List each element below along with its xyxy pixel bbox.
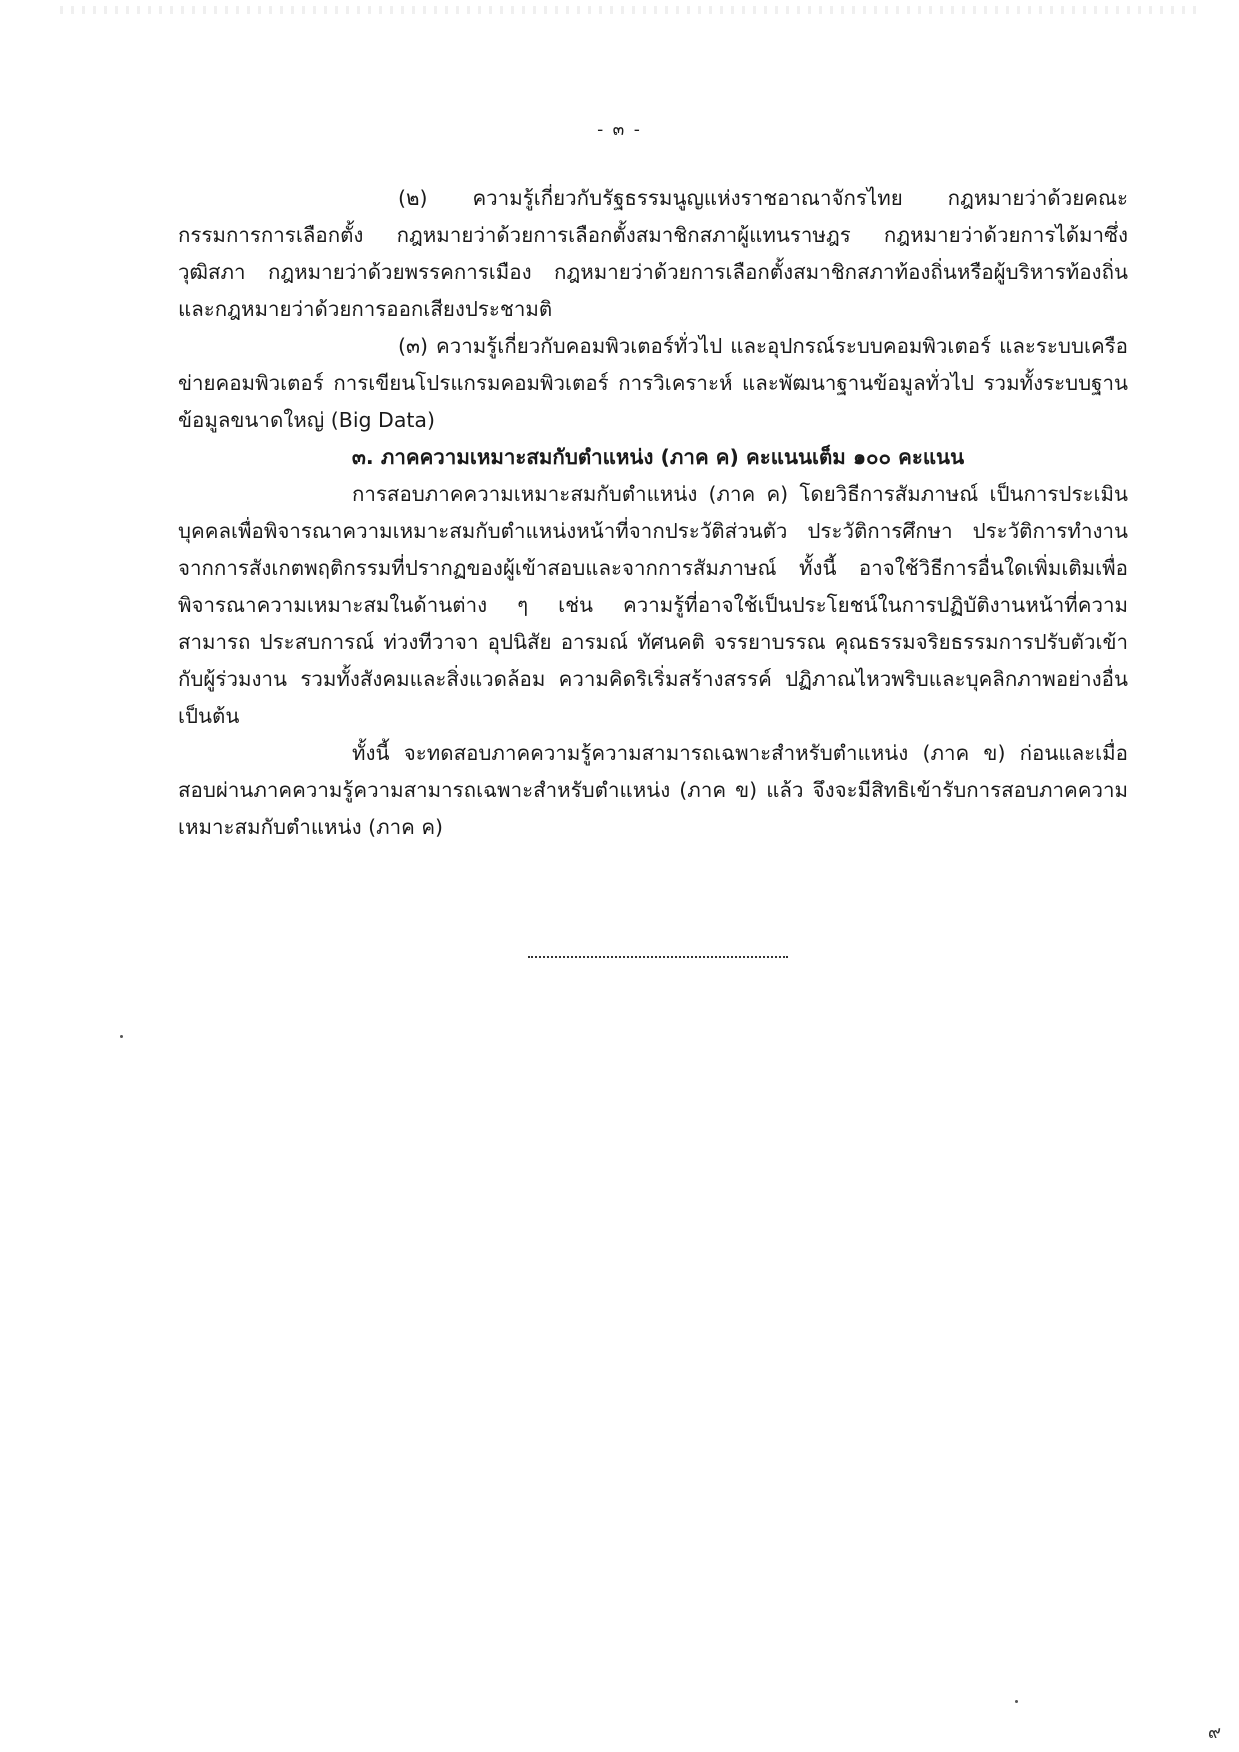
document-body xyxy=(178,180,1128,846)
corner-mark: ๙ xyxy=(1207,1722,1221,1743)
paragraph-computer-knowledge: (๓) ความรู้เกี่ยวกับคอมพิวเตอร์ทั่วไป และอุปกรณ์ระบบคอมพิวเตอร์ และระบบเครือข่ายคอมพิวเตอร์ การเขียนโปรแกรมคอมพิวเตอร์ การวิเคราะห์ และพัฒนาฐานข้อมูลทั่วไป รวมทั้งระบบฐานข้อมูลขนาดใหญ่ (Big Data) xyxy=(178,334,1128,432)
paragraph-interview-assessment: การสอบภาคความเหมาะสมกับตำแหน่ง (ภาค ค) โดยวิธีการสัมภาษณ์ เป็นการประเมินบุคคลเพื่อพิจารณาความเหมาะสมกับตำแหน่งหน้าที่จากประวัติส่วนตัว ประวัติการศึกษา ประวัติการทำงานจากการสังเกตพฤติกรรมที่ปรากฏของผู้เข้าสอบและจากการสัมภาษณ์ ทั้งนี้ อาจใช้วิธีการอื่นใดเพิ่มเติมเพื่อพิจารณาความเหมาะสมในด้านต่าง ๆ เช่น ความรู้ที่อาจใช้เป็นประโยชน์ในการปฏิบัติงานหน้าที่ความสามารถ ประสบการณ์ ท่วงทีวาจา อุปนิสัย อารมณ์ ทัศนคติ จรรยาบรรณ คุณธรรมจริยธรรมการปรับตัวเข้ากับผู้ร่วมงาน รวมทั้งสังคมและสิ่งแวดล้อม ความคิดริเริ่มสร้างสรรค์ ปฏิภาณไหวพริบและบุคลิกภาพอย่างอื่น เป็นต้น xyxy=(178,482,1128,728)
scan-speck xyxy=(1015,1700,1018,1703)
scan-speck xyxy=(120,1035,123,1038)
paragraph-constitution-law: (๒) ความรู้เกี่ยวกับรัฐธรรมนูญแห่งราชอาณาจักรไทย กฎหมายว่าด้วยคณะกรรมการการเลือกตั้ง กฎหมายว่าด้วยการเลือกตั้งสมาชิกสภาผู้แทนราษฎร กฎหมายว่าด้วยการได้มาซึ่งวุฒิสภา กฎหมายว่าด้วยพรรคการเมือง กฎหมายว่าด้วยการเลือกตั้งสมาชิกสภาท้องถิ่นหรือผู้บริหารท้องถิ่นและกฎหมายว่าด้วยการออกเสียงประชามติ xyxy=(178,186,1128,321)
section-heading: ๓. ภาคความเหมาะสมกับตำแหน่ง (ภาค ค) คะแนนเต็ม ๑๐๐ คะแนน xyxy=(351,445,965,469)
page-number: - ๓ - xyxy=(597,120,642,140)
end-dotted-line xyxy=(528,956,788,958)
scan-artifact-top xyxy=(60,6,1199,14)
paragraph-exam-order: ทั้งนี้ จะทดสอบภาคความรู้ความสามารถเฉพาะสำหรับตำแหน่ง (ภาค ข) ก่อนและเมื่อสอบผ่านภาคความรู้ความสามารถเฉพาะสำหรับตำแหน่ง (ภาค ข) แล้ว จึงจะมีสิทธิเข้ารับการสอบภาคความเหมาะสมกับตำแหน่ง (ภาค ค) xyxy=(178,741,1128,839)
